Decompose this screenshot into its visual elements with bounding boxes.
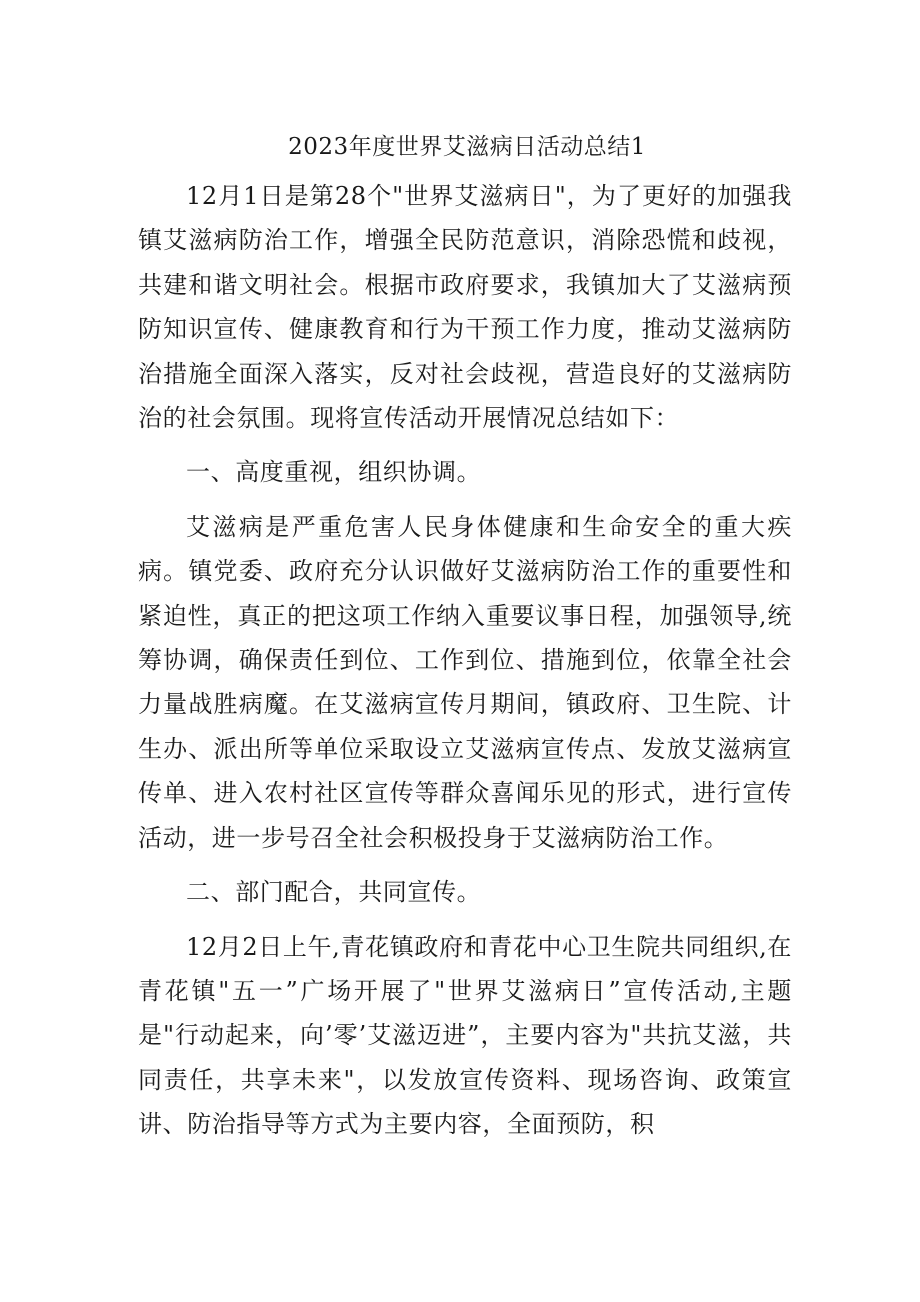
section-1-paragraph: 艾滋病是严重危害人民身体健康和生命安全的重大疾病。镇党委、政府充分认识做好艾滋病防治工作的重要性和紧迫性，真正的把这项工作纳入重要议事日程，加强领导,统筹协调，确保责任到位、工作到位、措施到位，依靠全社会力量战胜病魔。在艾滋病宣传月期间，镇政府、卫生院、计生办、派出所等单位采取设立艾滋病宣传点、发放艾滋病宣传单、进入农村社区宣传等群众喜闻乐见的形式，进行宣传活动，进一步号召全社会积极投身于艾滋病防治工作。 xyxy=(138,512,792,852)
section-heading-2: 二、部门配合，共同宣传。 xyxy=(186,878,482,907)
intro-paragraph: 12月1日是第28个"世界艾滋病日"，为了更好的加强我镇艾滋病防治工作，增强全民防范意识，消除恐慌和歧视，共建和谐文明社会。根据市政府要求，我镇加大了艾滋病预防知识宣传、健康教育和行为干预工作力度，推动艾滋病防治措施全面深入落实，反对社会歧视，营造良好的艾滋病防治的社会氛围。现将宣传活动开展情况总结如下： xyxy=(138,182,792,433)
section-heading-1: 一、高度重视，组织协调。 xyxy=(186,458,482,487)
section-2-paragraph: 12月2日上午,青花镇政府和青花中心卫生院共同组织,在青花镇"五一”广场开展了"世界艾滋病日”宣传活动,主题是"行动起来，向’零’艾滋迈进”，主要内容为"共抗艾滋，共同责任，共享未来"，以发放宣传资料、现场咨询、政策宣讲、防治指导等方式为主要内容，全面预防，积 xyxy=(138,932,792,1139)
document-title: 2023年度世界艾滋病日活动总结1 xyxy=(288,134,646,160)
